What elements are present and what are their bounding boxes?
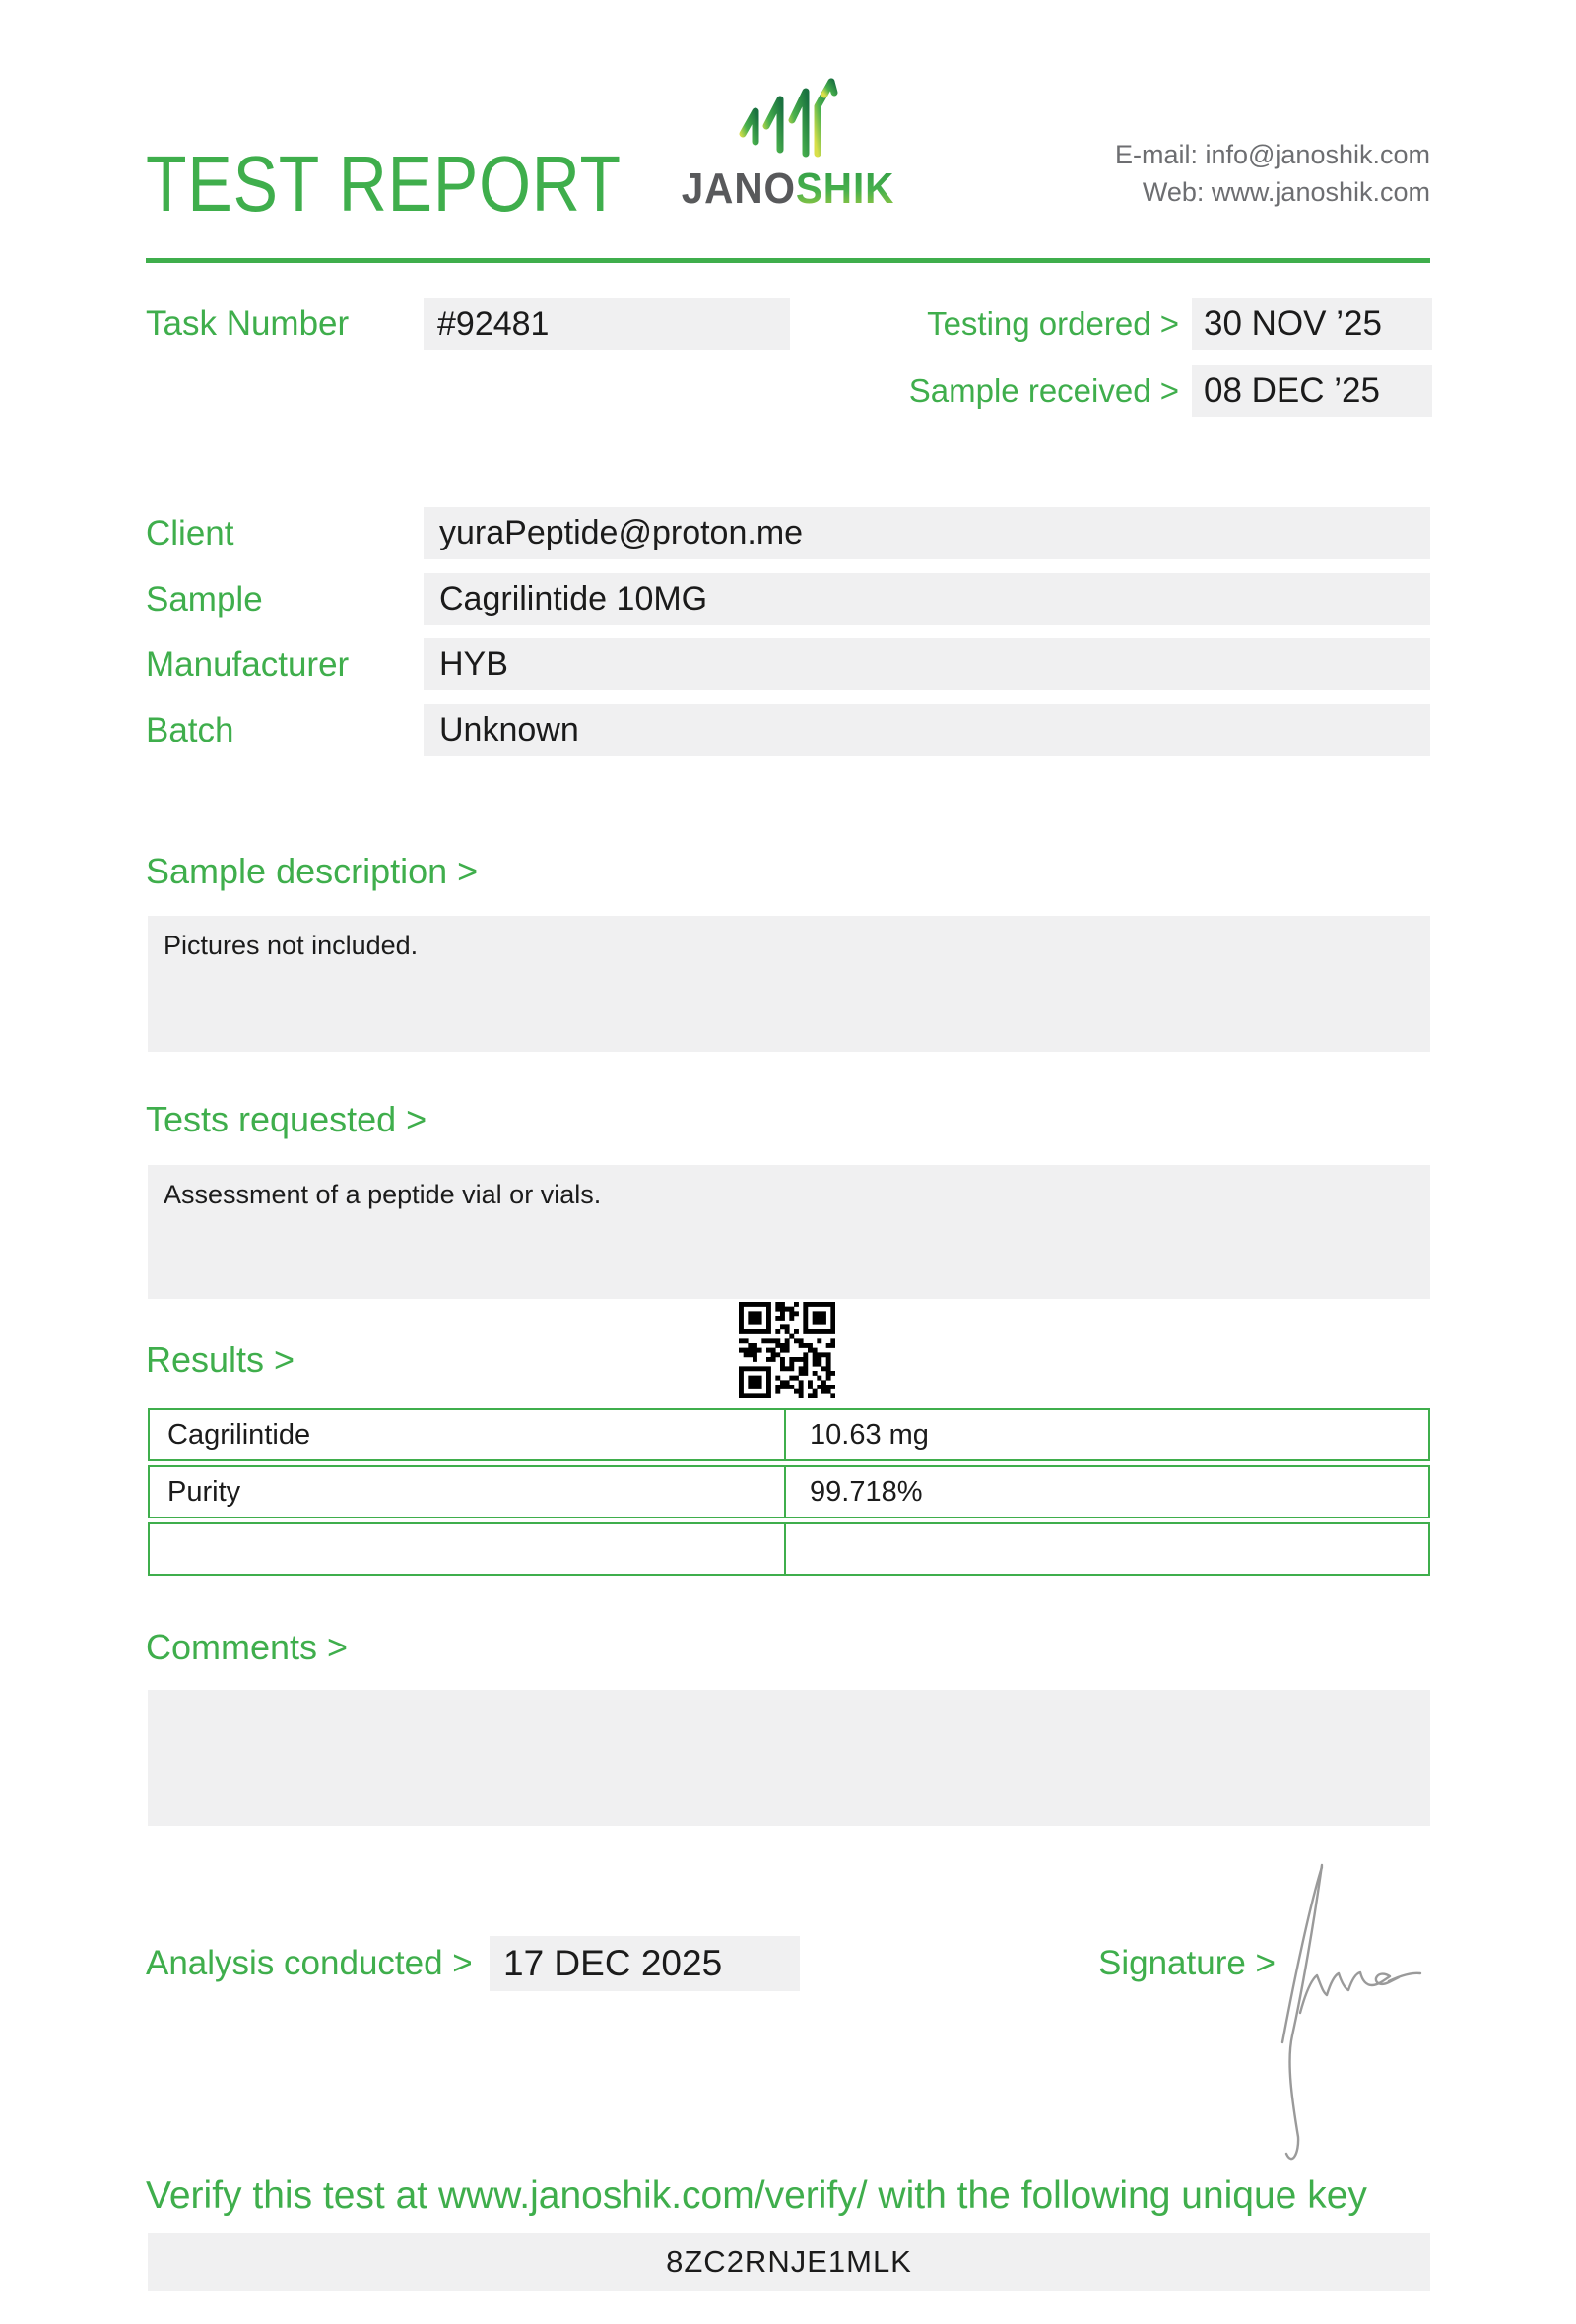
header-divider [146, 258, 1430, 263]
manufacturer-value: HYB [424, 638, 1430, 690]
client-label: Client [146, 514, 234, 552]
analysis-conducted-label: Analysis conducted > [146, 1944, 473, 1982]
comments-heading: Comments > [146, 1627, 349, 1667]
testing-ordered-label: Testing ordered > [927, 305, 1179, 342]
tests-requested-text: Assessment of a peptide vial or vials. [164, 1180, 602, 1209]
janoshik-logo [621, 73, 955, 213]
result-name: Purity [150, 1467, 786, 1517]
result-value [786, 1524, 1428, 1574]
comments-box [148, 1690, 1430, 1826]
verify-key-value: 8ZC2RNJE1MLK [148, 2233, 1430, 2291]
sample-label: Sample [146, 580, 263, 618]
contact-email: E-mail: info@janoshik.com [1114, 140, 1430, 169]
sample-description-box [148, 916, 1430, 1052]
testing-ordered-value: 30 NOV ’25 [1192, 298, 1432, 350]
sample-received-label: Sample received > [908, 372, 1179, 409]
result-value: 10.63 mg [810, 1419, 929, 1451]
task-number-label: Task Number [146, 304, 350, 343]
result-name [150, 1524, 786, 1574]
result-row-purity [148, 1465, 1430, 1518]
analysis-date-value: 17 DEC 2025 [490, 1936, 800, 1991]
batch-value: Unknown [424, 704, 1430, 756]
batch-label: Batch [146, 711, 234, 749]
client-value: yuraPeptide@proton.me [424, 507, 1430, 559]
verify-instruction: Verify this test at www.janoshik.com/verify/ with the following unique key [146, 2174, 1367, 2217]
result-row-empty [148, 1522, 1430, 1576]
logo-wordmark-green: SHIK [795, 164, 895, 213]
signature-label: Signature > [1098, 1944, 1276, 1982]
sample-value: Cagrilintide 10MG [424, 573, 1430, 625]
results-heading: Results > [146, 1339, 296, 1380]
logo-wordmark-gray: JANO [681, 164, 796, 213]
growth-chart-arrow-icon [729, 73, 847, 163]
result-row-cagrilintide [148, 1408, 1430, 1461]
sample-description-text: Pictures not included. [164, 931, 419, 960]
qr-code-icon [739, 1302, 835, 1398]
manufacturer-label: Manufacturer [146, 645, 350, 683]
task-number-value: #92481 [424, 298, 790, 350]
result-name: Cagrilintide [150, 1410, 786, 1459]
logo-wordmark [634, 165, 943, 213]
handwritten-signature-icon [1243, 1853, 1479, 2188]
sample-description-heading: Sample description > [146, 851, 479, 891]
sample-received-value: 08 DEC ’25 [1192, 365, 1432, 417]
result-value: 99.718% [810, 1476, 923, 1508]
contact-block [1115, 136, 1430, 211]
page-title: TEST REPORT [146, 140, 622, 227]
contact-web: Web: www.janoshik.com [1142, 177, 1430, 207]
tests-requested-heading: Tests requested > [146, 1099, 427, 1139]
tests-requested-box [148, 1165, 1430, 1299]
